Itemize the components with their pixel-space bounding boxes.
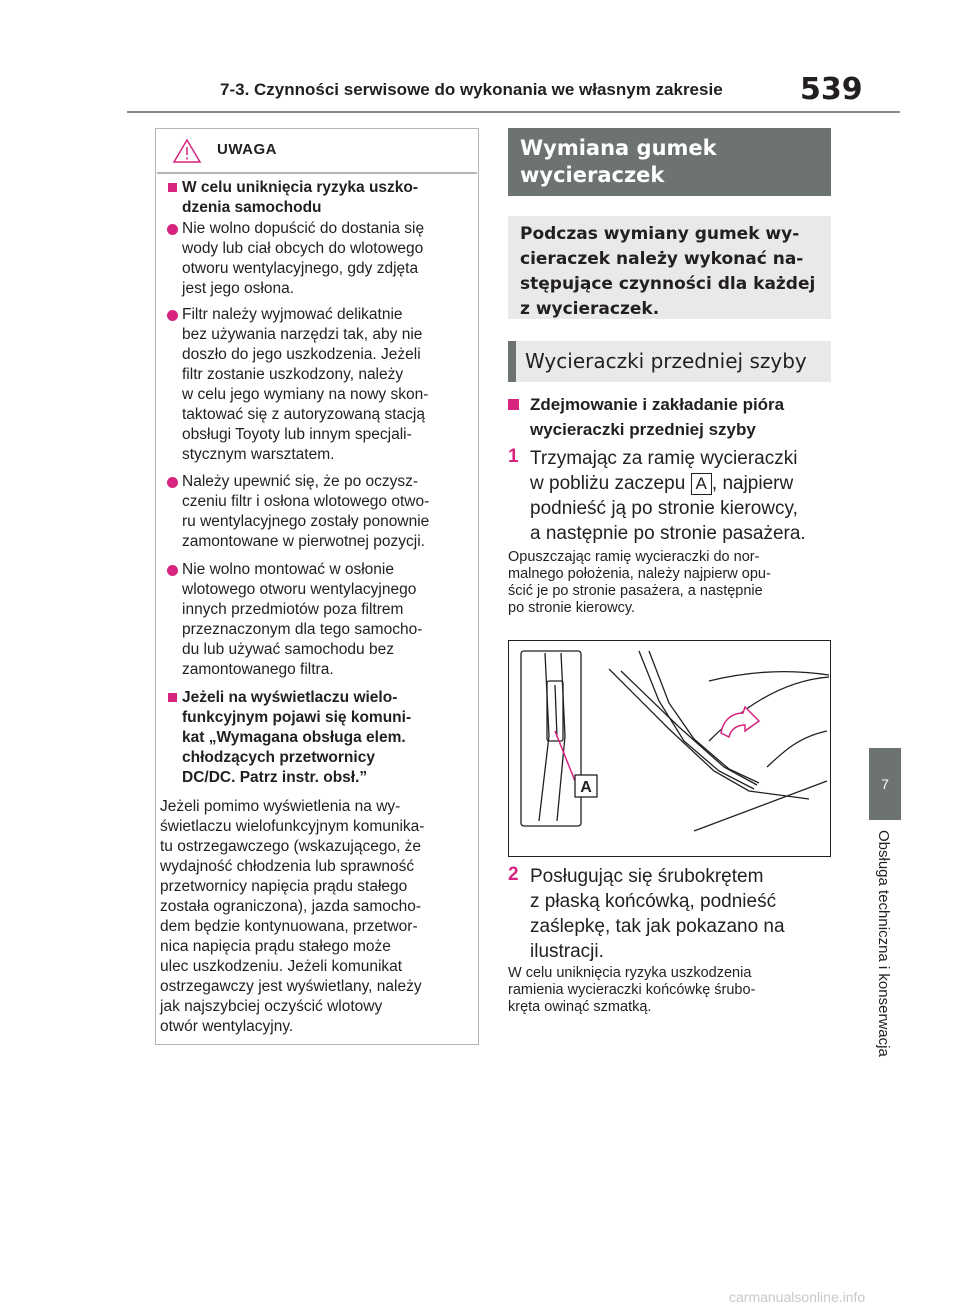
warning-subheading-2: Jeżeli na wyświetlaczu wielo- funkcyjnym pojawi się komuni- kat „Wymagana obsługa elem. chłodzących przetwornicy DC/DC. Patrz instr. obsł.” [182,689,412,786]
bullet-dot-icon [167,310,178,321]
subheading-bullet-icon [168,693,177,702]
section-header-title: 7-3. Czynności serwisowe do wykonania we własnym zakresie [220,80,723,99]
step-1-text [530,446,835,546]
warning-bullet-3: Należy upewnić się, że po oczysz- czeniu filtr i osłona wlotowego otwo- ru wentylacyjnego zostały ponownie zamontowane w pierwotnej pozycji. [182,473,430,550]
step-1-text-b: , najpierw podnieść ją po stronie kierowcy, a następnie po stronie pasażera. [530,473,806,544]
bullet-dot-icon [167,565,178,576]
callout-badge: A [691,473,712,495]
hood-edge [694,781,827,831]
intro-box: Podczas wymiany gumek wy- cieraczek należy wykonać na- stępujące czynności dla każdej z wycieraczek. [508,216,831,319]
header-rule [127,111,900,113]
step-2-text: Posługując się śrubokrętem z płaską końcówką, podnieść zaślepkę, tak jak pokazano na ilustracji. [530,866,785,962]
subsection-heading: Wycieraczki przedniej szyby [508,341,831,382]
watermark: carmanualsonline.info [729,1289,866,1305]
step-number: 2 [508,864,519,885]
warning-bullet-2: Filtr należy wyjmować delikatnie bez używania narzędzi tak, aby nie doszło do jego uszkodzenia. Jeżeli filtr zostanie uszkodzony, należy w celu jego wymiany na nowy skon- taktować się z autoryzowaną stacją obsługi Toyoty lub innym specjali- stycznym warsztatem. [182,306,429,463]
section-heading: Wymiana gumek wycieraczek [508,128,831,196]
step-1-text-a: Trzymając za ramię wycieraczki w pobliżu zaczepu [530,448,798,494]
chapter-title: Obsługa techniczna i konserwacja [875,830,892,1057]
bullet-dot-icon [167,224,178,235]
callout-label: A [580,779,592,796]
wiper-illustration [508,640,831,857]
lift-arrow-icon [721,707,759,737]
warning-triangle-icon [172,138,202,164]
warning-bullet-1: Nie wolno dopuścić do dostania się wody lub ciał obcych do wlotowego otworu wentylacyjnego, gdy zdjęta jest jego osłona. [182,220,425,297]
inset-frame [521,651,581,826]
warning-subheading-1: W celu uniknięcia ryzyka uszko- dzenia samochodu [182,179,419,216]
subheading-bullet-icon [168,183,177,192]
chapter-tab[interactable]: 7 [869,748,901,820]
step-number: 1 [508,446,519,467]
step-2-note: W celu uniknięcia ryzyka uszkodzenia ramienia wycieraczki końcówkę śrubo- kręta owinąć szmatką. [508,965,756,1015]
warning-bullet-4: Nie wolno montować w osłonie wlotowego otworu wentylacyjnego innych przedmiotów poza filtrem przeznaczonym dla tego samocho- du lub używać samochodu bez zamontowanego filtra. [182,561,423,678]
bullet-dot-icon [167,477,178,488]
warning-label: UWAGA [217,141,277,158]
page-number: 539 [800,72,863,107]
warning-paragraph: Jeżeli pomimo wyświetlenia na wy- świetlaczu wielofunkcyjnym komunika- tu ostrzegawczego (wskazującego, że wydajność chłodzenia lub sprawność przetwornicy napięcia prądu stałego została ograniczona), jazda samocho- dem będzie kontynuowana, przetwor- nica napięcia prądu stałego może ulec uszkodzeniu. Jeżeli komunikat ostrzegawczy jest wyświetlany, należy jak najszybciej oczyścić wlotowy otwór wentylacyjny. [160,798,425,1035]
warning-rule [157,172,477,174]
subheading-bullet-icon [508,399,519,410]
step-1-note: Opuszczając ramię wycieraczki do nor- malnego położenia, należy najpierw opu- ścić je po stronie pasażera, a następnie po stronie kierowcy. [508,549,771,616]
procedure-heading-text: Zdejmowanie i zakładanie pióra wycieraczki przedniej szyby [530,395,785,439]
wiper-drawing [509,641,829,855]
